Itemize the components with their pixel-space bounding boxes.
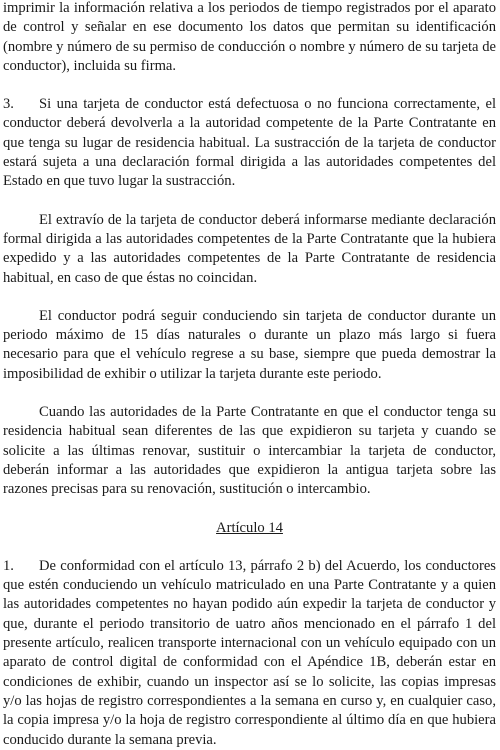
paragraph-3	[3, 95, 496, 191]
paragraph-3-number: 3.	[3, 96, 14, 113]
paragraph-conductor-text: El conductor podrá seguir conduciendo sin tarjeta de conductor durante un periodo máximo de 15 días naturales o durante un plazo más largo si fuera necesario para que el vehículo regrese a su base, siempre que pueda demostrar la imposibilidad de exhibir o utilizar la tarjeta durante este periodo.	[3, 307, 496, 382]
article-heading: Artículo 14	[216, 519, 283, 536]
continuation-paragraph	[3, 0, 496, 76]
article-14-paragraph-1-number: 1.	[3, 557, 14, 574]
paragraph-extravio-text: El extravío de la tarjeta de conductor deberá informarse mediante declaración formal dirigida a las autoridades competentes de la Parte Contratante que la hubiera expedido y a las autoridades competentes de la Parte Contratante de residencia habitual, en caso de que éstas no coincidan.	[3, 211, 496, 286]
paragraph-cuando-text: Cuando las autoridades de la Parte Contratante en que el conductor tenga su residencia habitual sean diferentes de las que expidieron su tarjeta y cuando se solicite a las últimas renovar, sustituir o intercambiar la tarjeta de conductor, deberán informar a las autoridades que expidieron la antigua tarjeta sobre las razones precisas para su renovación, sustitución o intercambio.	[3, 404, 496, 498]
article-14-paragraph-1-text: De conformidad con el artículo 13, párrafo 2 b) del Acuerdo, los conductores que estén conduciendo un vehículo matriculado en una Parte Contratante y a quien las autoridades competentes no hayan podido aún expedir la tarjeta de conductor y que, durante el periodo transitorio de uatro años mencionado en el párrafo 1 del presente artículo, realicen transporte internacional con un vehículo equipado con un aparato de control digital de conformidad con el Apéndice 1B, deberán estar en condiciones de exhibir, cuando un inspector así se lo solicite, las copias impresas y/o las hojas de registro correspondientes a la semana en curso y, en cualquier caso, la copia impresa y/o la hoja de registro correspondiente al último día en que hubiera conducido durante la semana previa.	[3, 557, 496, 748]
article-14-paragraph-1	[3, 557, 496, 750]
continuation-text: imprimir la información relativa a los periodos de tiempo registrados por el aparato de control y señalar en ese documento los datos que permitan su identificación (nombre y número de su permiso de conducción o nombre y número de su tarjeta de conductor), incluida su firma.	[3, 0, 496, 74]
paragraph-cuando	[3, 403, 496, 499]
paragraph-3-text: Si una tarjeta de conductor está defectuosa o no funciona correctamente, el conductor deberá devolverla a la autoridad competente de la Parte Contratante en que tenga su lugar de residencia habitual. La sustracción de la tarjeta de conductor estará sujeta a una declaración formal dirigida a las autoridades competentes del Estado en que tuvo lugar la sustracción.	[3, 96, 496, 190]
paragraph-extravio	[3, 211, 496, 288]
paragraph-conductor	[3, 307, 496, 384]
